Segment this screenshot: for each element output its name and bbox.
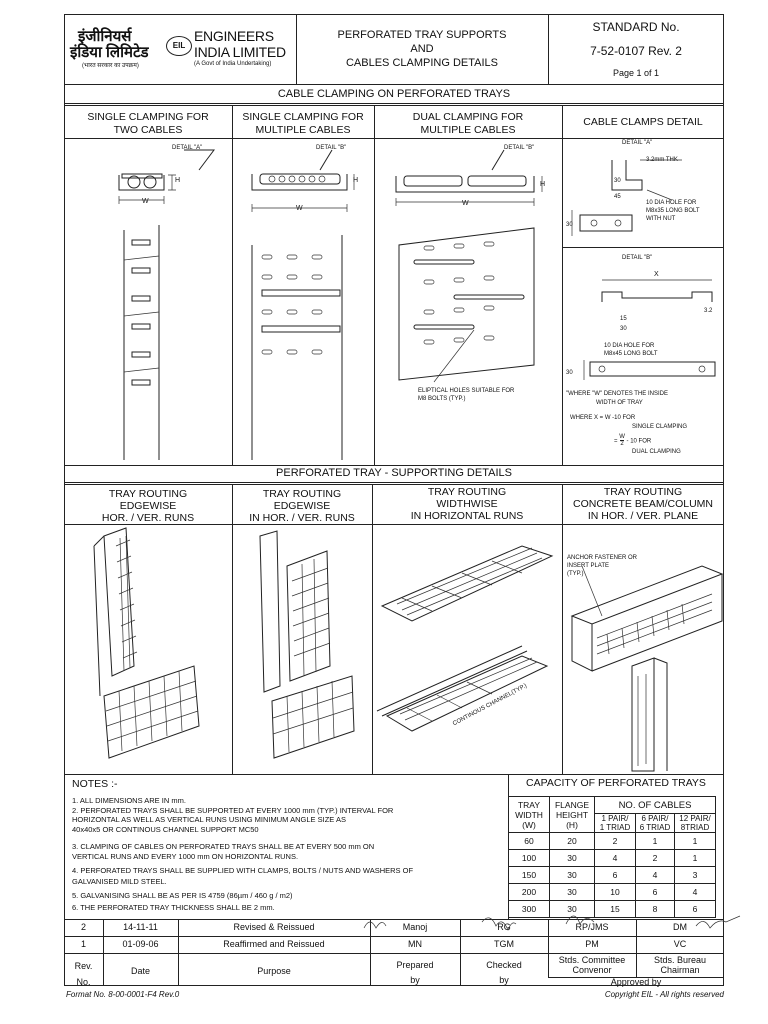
dim-45: 45 (614, 194, 621, 200)
rev-no: 2 (80, 922, 86, 932)
header-checked: Checked by (486, 960, 522, 985)
table-row: 60 20 2 1 1 (509, 833, 716, 850)
elliptical-note: ELIPTICAL HOLES SUITABLE FOR M8 BOLTS (TYP.) (418, 388, 515, 402)
rev-purpose: Revised & Reissued (233, 922, 315, 932)
header-committee: Stds. Committee Convenor (558, 955, 626, 975)
header-date: Date (130, 966, 150, 976)
rev-date: 01-09-06 (122, 939, 159, 949)
logo-english-line3: (A Govt of India Undertaking) (194, 61, 272, 67)
rev-bureau: VC (673, 939, 687, 949)
dim-3-2: 3.2 (704, 308, 713, 314)
rev-bureau: DM (673, 922, 687, 932)
page-title (296, 28, 548, 70)
header-bureau: Stds. Bureau Chairman (653, 955, 707, 975)
logo-english-line2: INDIA LIMITED (194, 44, 286, 60)
thk-label: 3.2mm THK (646, 157, 678, 163)
logo-hindi-line2: इंडिया लिमिटेड (70, 44, 149, 61)
col2-w-label: W (296, 205, 303, 212)
col1-h-label: H (175, 177, 181, 184)
capacity-table (508, 796, 716, 918)
col2-h-label: H (353, 177, 359, 184)
eil-mark-icon (166, 36, 192, 56)
notes-title: NOTES :- (72, 778, 118, 790)
col1-drawing (64, 140, 232, 460)
col2-detail-b-label: DETAIL "B" (316, 145, 347, 151)
rev-committee: PM (585, 939, 599, 949)
clamp-a-drawing (562, 140, 724, 250)
col3-w-label: W (462, 200, 469, 207)
col2-drawing (232, 140, 374, 460)
header-rev-no: Rev. No. (74, 961, 93, 987)
hole-a-note: 10 DIA HOLE FOR M8x35 LONG BOLT WITH NUT (646, 200, 700, 222)
detail-a-label: DETAIL "A" (172, 145, 203, 151)
table-row: 200 30 10 6 4 (509, 884, 716, 901)
note-line: 6. THE PERFORATED TRAY THICKNESS SHALL BE 2 mm. (72, 903, 275, 912)
concrete-beam-sketch (562, 526, 724, 771)
edgewise-tray-sketch-1 (64, 526, 232, 771)
logo-hindi-line3: (भारत सरकार का उपक्रम) (82, 63, 139, 69)
format-number: Format No. 8-00-0001-F4 Rev.0 (66, 990, 180, 999)
page-number: Page 1 of 1 (612, 68, 660, 78)
standard-label: STANDARD No. (592, 20, 680, 34)
header-prepared: Prepared by (396, 960, 434, 985)
channel-label: CONTINOUS CHANNEL(TYP.) (452, 683, 529, 728)
clamp-b-drawing (562, 260, 724, 410)
hole-b-note: 10 DIA HOLE FOR M8x45 LONG BOLT (604, 343, 658, 357)
routing-col3-heading: TRAY ROUTING WIDTHWISE IN HORIZONTAL RUNS (410, 486, 524, 522)
col4-detail-a-label: DETAIL "A" (622, 140, 653, 146)
note-line: GALVANISED MILD STEEL. (72, 877, 167, 886)
col-1pair: 1 PAIR/ 1 TRIAD (595, 814, 636, 833)
note-line: 1. ALL DIMENSIONS ARE IN mm. (72, 796, 186, 805)
company-logo (70, 26, 292, 70)
copyright: Copyright EIL - All rights reserved (604, 990, 724, 999)
edgewise-tray-sketch-2 (232, 526, 372, 771)
table-row: 300 30 15 8 6 (509, 901, 716, 918)
eil-mark-text: EIL (172, 41, 186, 50)
logo-hindi-line1: इंजीनियर्स (78, 28, 132, 45)
x-label: X (654, 271, 659, 278)
header-approved-by: Approved by (610, 977, 662, 987)
col3-heading: DUAL CLAMPING FOR MULTIPLE CABLES (412, 111, 524, 136)
table-row: 100 30 4 2 1 (509, 850, 716, 867)
logo-english-line1: ENGINEERS (194, 28, 274, 44)
standard-number: 7-52-0107 Rev. 2 (590, 44, 682, 58)
dim-30-a: 30 (614, 178, 621, 184)
header-purpose: Purpose (257, 966, 291, 976)
title-line3: CABLES CLAMPING DETAILS (345, 57, 498, 69)
rev-no: 1 (80, 939, 86, 949)
rev-purpose: Reaffirmed and Reissued (223, 939, 325, 949)
anchor-note: ANCHOR FASTENER OR INSERT PLATE (TYP.) (567, 555, 638, 577)
col-flange-height: FLANGE HEIGHT (H) (550, 797, 595, 833)
col3-h-label: H (540, 181, 546, 188)
width-formula: "WHERE "W" DENOTES THE INSIDE WIDTH OF TRAY WHERE X = W -10 FOR SINGLE CLAMPING = $\frac{W}{2} - 10$ FOR DUAL CLAMPING (566, 391, 688, 455)
section2-title: PERFORATED TRAY - SUPPORTING DETAILS (276, 467, 512, 479)
col-6pair: 6 PAIR/ 6 TRIAD (636, 814, 675, 833)
routing-col4-heading: TRAY ROUTING CONCRETE BEAM/COLUMN IN HOR. / VER. PLANE (572, 486, 713, 522)
title-line2: AND (410, 43, 434, 55)
note-line: 40x40x5 OR CONTINOUS CHANNEL SUPPORT MC50 (72, 825, 259, 834)
col1-w-label: W (142, 198, 149, 205)
rev-prepared: Manoj (402, 922, 428, 932)
note-line: HORIZONTAL AS WELL AS VERTICAL RUNS USING MINIMUM ANGLE SIZE AS (72, 815, 346, 824)
col4-detail-b-label: DETAIL "B" (622, 255, 653, 261)
col-no-of-cables: NO. OF CABLES (595, 797, 716, 814)
rev-checked: TGM (494, 939, 514, 949)
dim-30-b: 30 (566, 222, 573, 228)
routing-col2-heading: TRAY ROUTING EDGEWISE IN HOR. / VER. RUNS (249, 488, 355, 524)
rev-committee: RP/JMS (575, 922, 609, 932)
col1-heading: SINGLE CLAMPING FOR TWO CABLES (87, 111, 209, 136)
note-line: VERTICAL RUNS AND EVERY 1000 mm ON HORIZONTAL RUNS. (72, 852, 299, 861)
dim-30-c: 30 (620, 326, 627, 332)
signature-marks (64, 910, 724, 950)
table-row: 150 30 6 4 3 (509, 867, 716, 884)
note-line: 5. GALVANISING SHALL BE AS PER IS 4759 (86µm / 460 g / m2) (72, 891, 293, 900)
col3-detail-b-label: DETAIL "B" (504, 145, 535, 151)
capacity-title: CAPACITY OF PERFORATED TRAYS (526, 777, 706, 789)
rev-prepared: MN (408, 939, 422, 949)
title-line1: PERFORATED TRAY SUPPORTS (337, 29, 507, 41)
note-line: 4. PERFORATED TRAYS SHALL BE SUPPLIED WITH CLAMPS, BOLTS / NUTS AND WASHERS OF (72, 866, 414, 875)
col3-drawing (374, 140, 562, 460)
rev-date: 14-11-11 (123, 922, 158, 932)
note-line: 2. PERFORATED TRAYS SHALL BE SUPPORTED AT EVERY 1000 mm (TYP.) INTERVAL FOR (72, 806, 394, 815)
dim-15: 15 (620, 316, 627, 322)
dim-30-d: 30 (566, 370, 573, 376)
col-tray-width: TRAY WIDTH (W) (509, 797, 550, 833)
rev-checked: RG (497, 922, 511, 932)
col4-heading: CABLE CLAMPS DETAIL (583, 116, 703, 128)
col-12pair: 12 PAIR/ 8TRIAD (675, 814, 716, 833)
col2-heading: SINGLE CLAMPING FOR MULTIPLE CABLES (242, 111, 364, 136)
section1-title: CABLE CLAMPING ON PERFORATED TRAYS (277, 88, 511, 100)
routing-col1-heading: TRAY ROUTING EDGEWISE HOR. / VER. RUNS (101, 488, 195, 524)
note-line: 3. CLAMPING OF CABLES ON PERFORATED TRAYS SHALL BE AT EVERY 500 mm ON (72, 842, 375, 851)
widthwise-tray-sketch (372, 526, 562, 771)
